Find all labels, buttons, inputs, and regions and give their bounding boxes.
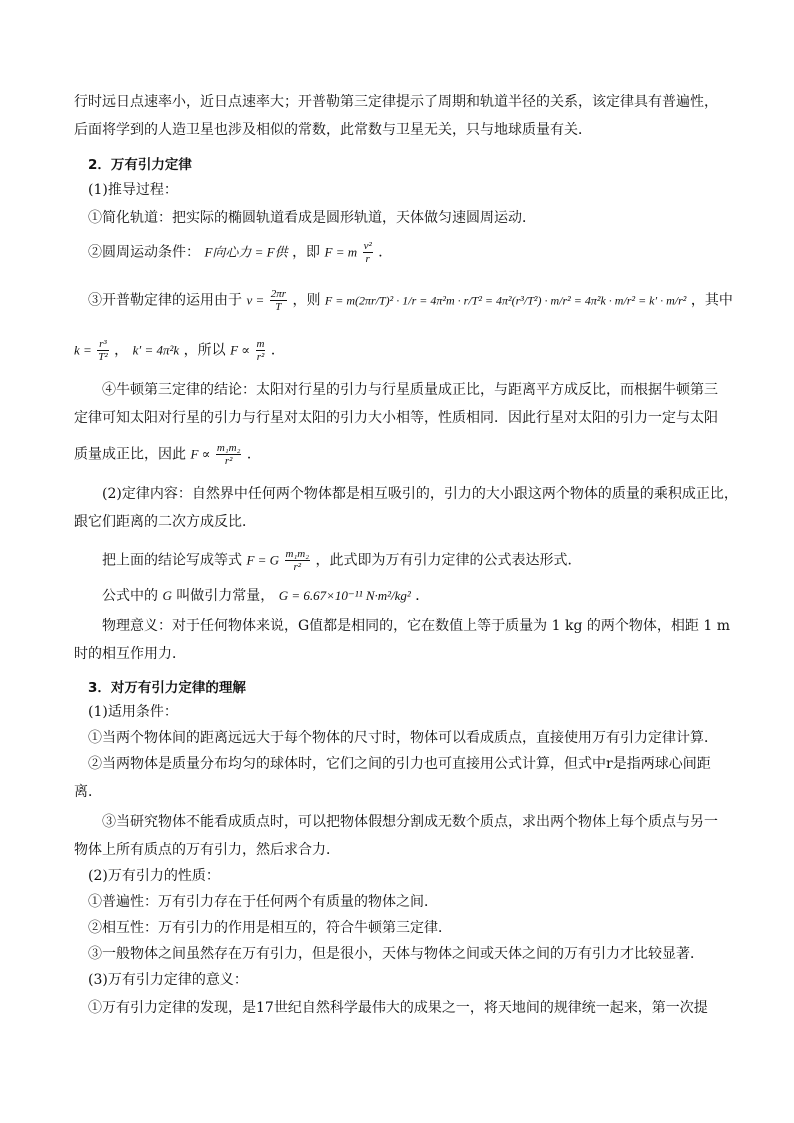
proportion-formula: F ∝ (230, 342, 251, 358)
paragraph-line: ③当研究物体不能看成质点时，可以把物体假想分割成无数个质点，求出两个物体上每个质点与另一 (102, 814, 718, 830)
fraction: $\frac{\text{m₁m₂}}{\text{r²}}$ (285, 548, 310, 573)
paragraph-line: (2)万有引力的性质： (88, 868, 220, 884)
paragraph-line: 物理意义：对于任何物体来说，G值都是相同的，它在数值上等于质量为 1 kg 的两个物体，相距 1 m (102, 618, 730, 634)
paragraph-line: 跟它们距离的二次方成反比． (74, 514, 256, 530)
text: ，其中 (690, 292, 733, 309)
text: ，所以 (183, 342, 226, 359)
paragraph-line: 时的相互作用力． (74, 646, 186, 662)
period: ． (378, 244, 393, 261)
formula-line: k = $\frac{\text{r³}}{\text{T²}}$ ， k′ = 4π²k ，所以 F ∝ $\frac{m}{\text{r²}}$ ． (74, 338, 285, 363)
k-formula: k = (74, 342, 92, 358)
kprime-formula: k′ = 4π²k (132, 342, 180, 358)
proportion-formula: F ∝ (190, 446, 211, 462)
paragraph-line: ②相互性：万有引力的作用是相互的，符合牛顿第三定律． (88, 920, 452, 936)
formula-line: 质量成正比，因此 F ∝ $\frac{\text{m₁m₂}}{\text{r²}}$ ． (74, 442, 261, 467)
paragraph-line: 离． (74, 784, 102, 800)
paragraph-line: (3)万有引力定律的意义： (88, 972, 248, 988)
paragraph-line: 行时远日点速率小，近日点速率大；开普勒第三定律提示了周期和轨道半径的关系，该定律具有普遍性， (74, 94, 718, 110)
paragraph-line: ②当两物体是质量分布均匀的球体时，它们之间的引力也可直接用公式计算，但式中r是指两球心间距 (88, 756, 711, 772)
formula-line (88, 288, 733, 313)
formula-line: 公式中的 G 叫做引力常量， G = 6.67×10⁻¹¹ N·m²/kg² ． (102, 588, 430, 604)
g-value: G = 6.67×10⁻¹¹ N·m²/kg² (278, 588, 411, 603)
newton-formula: F = m (324, 244, 358, 260)
paragraph-line: ④牛顿第三定律的结论：太阳对行星的引力与行星质量成正比，与距离平方成反比，而根据牛顿第三 (102, 382, 718, 398)
section-heading: 3．对万有引力定律的理解 (88, 680, 246, 696)
paragraph-line: ③一般物体之间虽然存在万有引力，但是很小，天体与物体之间或天体之间的万有引力才比较显著． (88, 946, 704, 962)
centripetal-formula: F向心力 = F供 (204, 244, 288, 260)
g-symbol: G (162, 588, 172, 603)
text: ，即 (292, 244, 321, 261)
fraction: $\frac{\text{m₁m₂}}{\text{r²}}$ (216, 442, 241, 467)
text: ，此式即为万有引力定律的公式表达形式． (315, 552, 582, 569)
text: 叫做引力常量， (176, 588, 275, 604)
formula-line (88, 240, 392, 265)
fraction: $\frac{\text{v²}}{r}$ (363, 240, 372, 265)
derivation-formula: F = m(2πr/T)² · 1/r = 4π²m · r/T² = 4π²(r³/T²) · m/r² = 4π²k · m/r² = k′ · m/r² (324, 293, 687, 308)
fraction: $\frac{\text{r³}}{\text{T²}}$ (98, 338, 108, 363)
fraction: $\frac{m}{\text{r²}}$ (256, 338, 265, 363)
paragraph-line: ①简化轨道：把实际的椭圆轨道看成是圆形轨道，天体做匀速圆周运动． (88, 210, 536, 226)
text: 质量成正比，因此 (74, 446, 186, 463)
paragraph-line: (1)适用条件： (88, 704, 178, 720)
text: 把上面的结论写成等式 (102, 552, 242, 569)
paragraph-line: 物体上所有质点的万有引力，然后求合力． (74, 842, 340, 858)
text: ②圆周运动条件： (88, 244, 200, 261)
paragraph-line: 定律可知太阳对行星的引力与行星对太阳的引力大小相等，性质相同．因此行星对太阳的引力一定与太阳 (74, 410, 718, 426)
velocity-formula: v = (246, 292, 265, 308)
paragraph-line: (2)定律内容：自然界中任何两个物体都是相互吸引的，引力的大小跟这两个物体的质量的乘积成正比， (102, 486, 738, 502)
paragraph-line: ①普遍性：万有引力存在于任何两个有质量的物体之间． (88, 894, 438, 910)
text: ，则 (292, 292, 321, 309)
section-heading: 2．万有引力定律 (88, 157, 192, 173)
paragraph-line: (1)推导过程： (88, 182, 178, 198)
gravitation-formula: F = G (246, 552, 280, 568)
paragraph-line: ①当两个物体间的距离远远大于每个物体的尺寸时，物体可以看成质点，直接使用万有引力定律计算． (88, 730, 718, 746)
paragraph-line: 后面将学到的人造卫星也涉及相似的常数，此常数与卫星无关，只与地球质量有关． (74, 122, 592, 138)
fraction: $\frac{2\pi r}{T}$ (270, 288, 286, 313)
paragraph-line: ①万有引力定律的发现，是17世纪自然科学最伟大的成果之一，将天地间的规律统一起来，第一次提 (88, 1000, 708, 1016)
text: ③开普勒定律的运用由于 (88, 292, 242, 309)
text: 公式中的 (102, 588, 158, 604)
formula-line (102, 548, 582, 573)
